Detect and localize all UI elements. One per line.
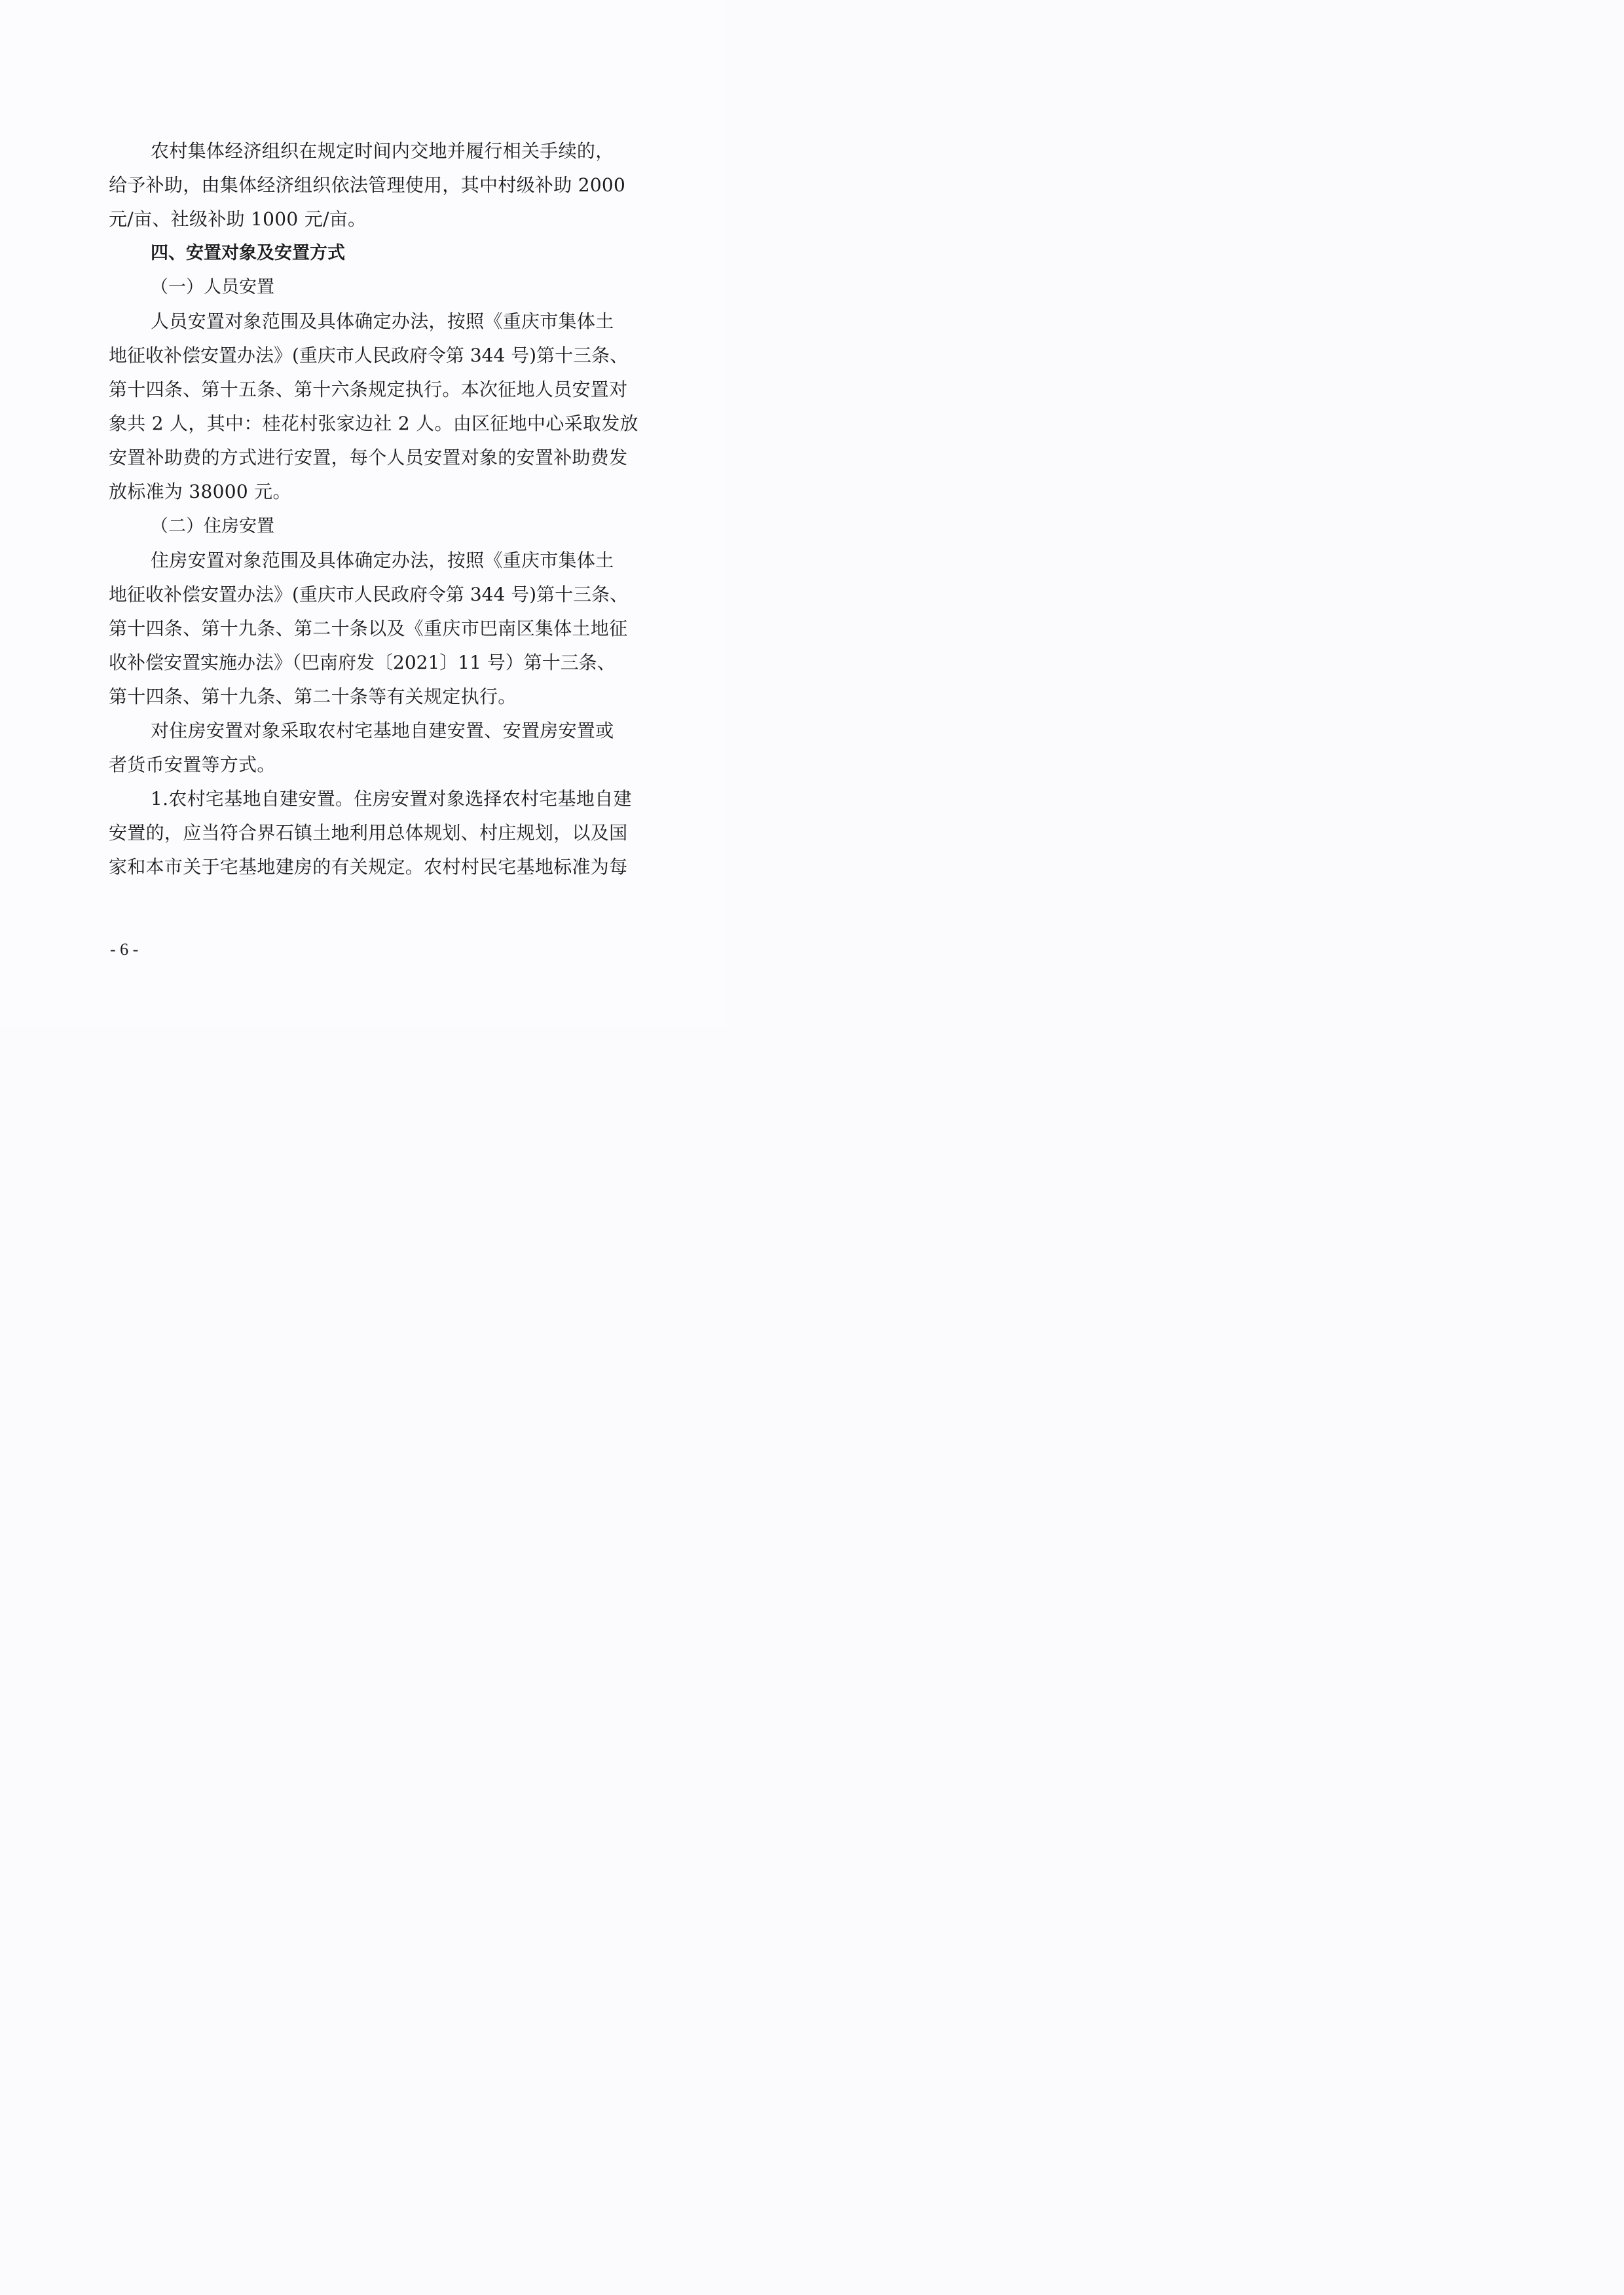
subsection-heading: （二）住房安置 xyxy=(151,516,274,536)
paragraph-line: 农村集体经济组织在规定时间内交地并履行相关手续的， xyxy=(151,140,614,162)
subsection-heading: （一）人员安置 xyxy=(151,277,274,297)
paragraph-line: 安置的，应当符合界石镇土地利用总体规划、村庄规划，以及国 xyxy=(109,822,628,844)
page-number: - 6 - xyxy=(110,940,139,959)
paragraph-line: 元/亩、社级补助 1000 元/亩。 xyxy=(109,208,367,230)
paragraph-line: 放标准为 38000 元。 xyxy=(109,481,291,502)
paragraph-line: 地征收补偿安置办法》(重庆市人民政府令第 344 号)第十三条、 xyxy=(109,345,629,366)
paragraph-line: 第十四条、第十五条、第十六条规定执行。本次征地人员安置对 xyxy=(109,379,628,400)
paragraph-line: 象共 2 人，其中：桂花村张家边社 2 人。由区征地中心采取发放 xyxy=(109,413,638,434)
paragraph-line: 地征收补偿安置办法》(重庆市人民政府令第 344 号)第十三条、 xyxy=(109,584,629,605)
paragraph-line: 对住房安置对象采取农村宅基地自建安置、安置房安置或 xyxy=(151,720,614,741)
paragraph-line: 第十四条、第十九条、第二十条等有关规定执行。 xyxy=(109,686,517,707)
paragraph-line: 家和本市关于宅基地建房的有关规定。农村村民宅基地标准为每 xyxy=(109,856,628,878)
paragraph-line: 人员安置对象范围及具体确定办法，按照《重庆市集体土 xyxy=(151,310,614,332)
paragraph-line: 安置补助费的方式进行安置，每个人员安置对象的安置补助费发 xyxy=(109,447,628,468)
document-page xyxy=(0,0,727,1027)
paragraph-line: 者货币安置等方式。 xyxy=(109,754,276,775)
paragraph-line: 给予补助，由集体经济组织依法管理使用，其中村级补助 2000 xyxy=(109,174,626,196)
paragraph-line: 第十四条、第十九条、第二十条以及《重庆市巴南区集体土地征 xyxy=(109,618,628,639)
paragraph-line: 收补偿安置实施办法》（巴南府发〔2021〕11 号）第十三条、 xyxy=(109,652,616,673)
paragraph-line: 住房安置对象范围及具体确定办法，按照《重庆市集体土 xyxy=(151,550,614,571)
section-heading: 四、安置对象及安置方式 xyxy=(151,243,345,263)
paragraph-line: 1.农村宅基地自建安置。住房安置对象选择农村宅基地自建 xyxy=(151,788,632,810)
